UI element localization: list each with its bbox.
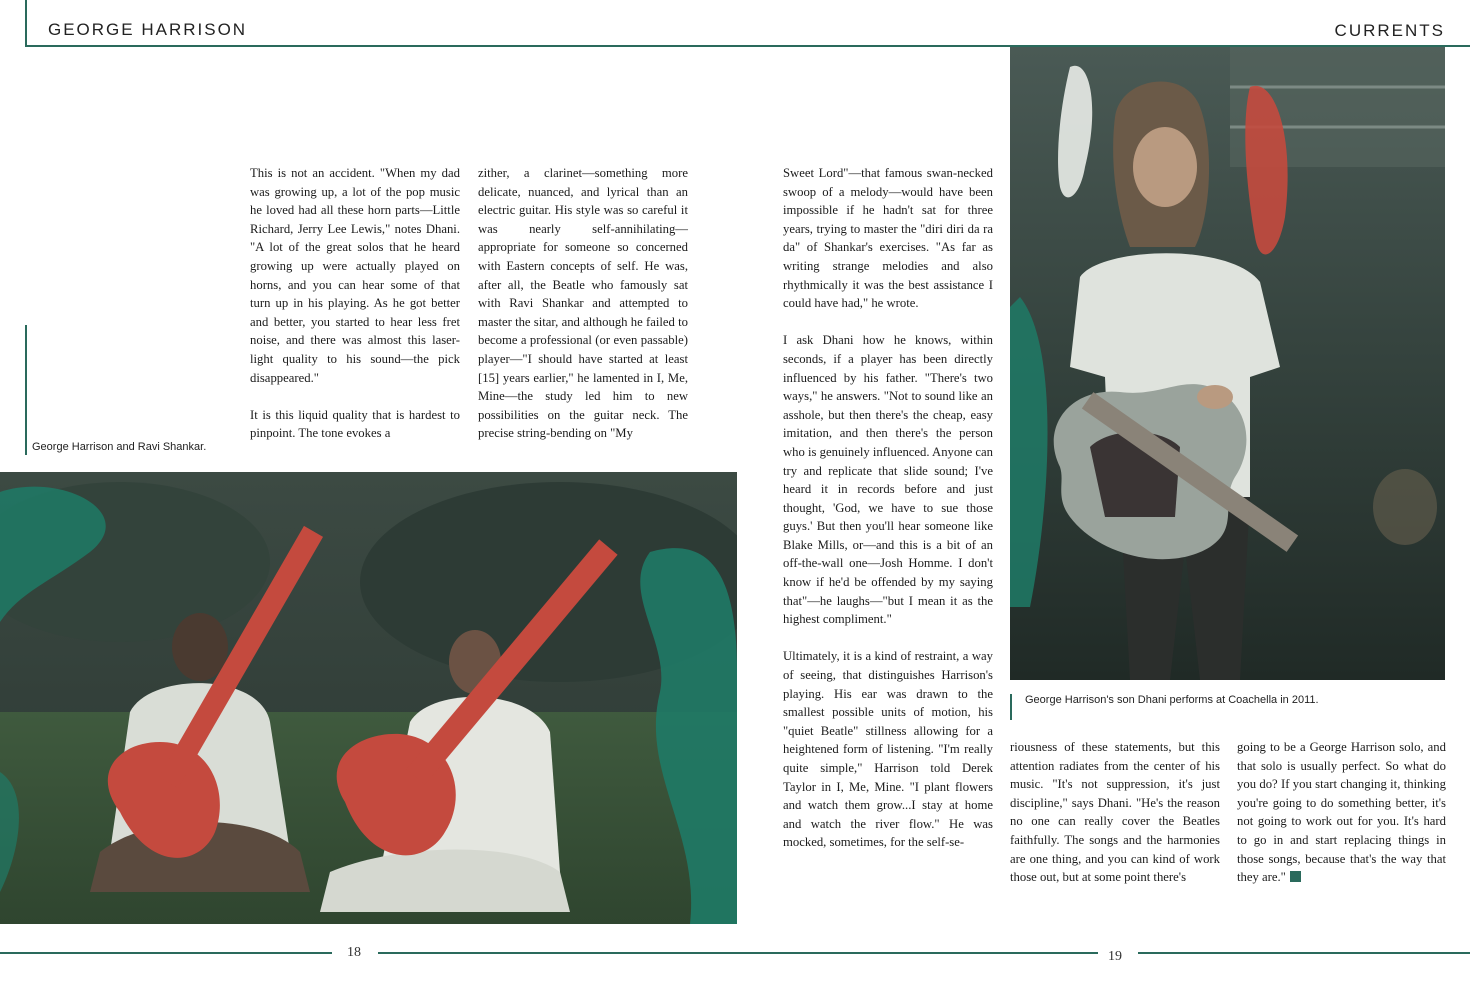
paragraph: It is this liquid quality that is hardest to pinpoint. The tone evokes a — [250, 407, 460, 441]
article-column-4 — [1010, 738, 1220, 887]
footer-rule-middle — [378, 952, 1098, 954]
running-header-right: CURRENTS — [1334, 21, 1445, 40]
footer-rule-right — [1138, 952, 1470, 954]
paragraph: Sweet Lord"—that famous swan-necked swoop of a melody—would have been impossible if he hadn't sat for three years, trying to master the "diri diri da ra da" of Shankar's exercises. "As far as writing strange melodies and also rhythmically it was the best assistance I could have had," he wrote. — [783, 166, 993, 311]
page-number-left: 18 — [347, 945, 361, 960]
article-column-2 — [478, 164, 688, 443]
article-column-5 — [1237, 738, 1446, 887]
article-column-3 — [783, 164, 993, 852]
photo-caption-shankar: George Harrison and Ravi Shankar. — [32, 441, 207, 453]
paragraph: zither, a clarinet—something more delicate, nuanced, and lyrical than an electric guitar. His style was so careful it was nearly self-annihilating—appropriate for someone so concerned with Eastern concepts of self. He was, after all, the Beatle who famously sat with Ravi Shankar and attempted to master the sitar, and although he failed to become a professional (or even passable) player—"I should have started at least [15] years earlier," he lamented in I, Me, Mine—the study led him to new possibilities on the guitar neck. The precise string-bending on "My — [478, 166, 688, 441]
paragraph: Ultimately, it is a kind of restraint, a way of seeing, that distinguishes Harrison's playing. His ear was drawn to the smallest possible units of motion, his "quiet Beatle" stillness allowing for a heightened form of listening. "I'm really quite simple," Harrison told Derek Taylor in I, Me, Mine. "I plant flowers and watch them grow...I stay at home and watch the river flow." He was mocked, sometimes, for the self-se- — [783, 649, 993, 850]
sitar-scene-illustration — [0, 472, 737, 924]
paragraph: going to be a George Harrison solo, and that solo is usually perfect. So what do you do? If you start changing it, thinking you're going to do something better, it's not going to work out for you. It's hard to go in and start replacing things in those songs, because that's the way that they are." — [1237, 740, 1446, 885]
page-number-right: 19 — [1108, 949, 1122, 964]
caption-accent-bar — [25, 325, 27, 455]
photo-caption-dhani: George Harrison's son Dhani performs at Coachella in 2011. — [1025, 694, 1319, 706]
photo-dhani-coachella — [1010, 47, 1445, 680]
article-column-1 — [250, 164, 460, 443]
guitar-performer-illustration — [1010, 47, 1445, 680]
end-mark-icon — [1290, 871, 1301, 882]
paragraph: This is not an accident. "When my dad was growing up, a lot of the pop music he loved had all these horn parts—Little Richard, Jerry Lee Lewis," notes Dhani. "A lot of the great solos that he heard growing up were actually played on horns, and you can hear some of that turn up in his playing. As he got better and better, you started to hear less fret noise, and there was almost this laser-light quality to his sound—the pick disappeared." — [250, 166, 460, 385]
footer-rule-left — [0, 952, 332, 954]
paragraph: I ask Dhani how he knows, within seconds, if a player has been directly influenced by his father. "There's two ways," he answers. "Not to sound like an asshole, but then there's the cheap, easy imitation, and then there's the person who is genuinely influenced. Anyone can try and replicate that slide sound; I've heard it in records before and just thought, 'God, we have to sue those guys.' But then you'll hear someone like Blake Mills, or—and this is a bit of an off-the-wall one—Josh Homme. I don't know if he'd be offended by my saying that"—he laughs—"but I mean it as the highest compliment." — [783, 333, 993, 627]
photo-harrison-shankar — [0, 472, 737, 924]
paragraph: riousness of these statements, but this attention radiates from the center of his music. "It's not suppression, it's just discipline," says Dhani. "He's the reason no one can really cover the Beatles faithfully. The songs and the harmonies are one thing, and you can kind of work those out, but at some point there's — [1010, 740, 1220, 885]
caption-accent-bar — [1010, 694, 1012, 720]
running-header-left: GEORGE HARRISON — [48, 20, 248, 39]
header-accent-bar — [25, 0, 27, 47]
